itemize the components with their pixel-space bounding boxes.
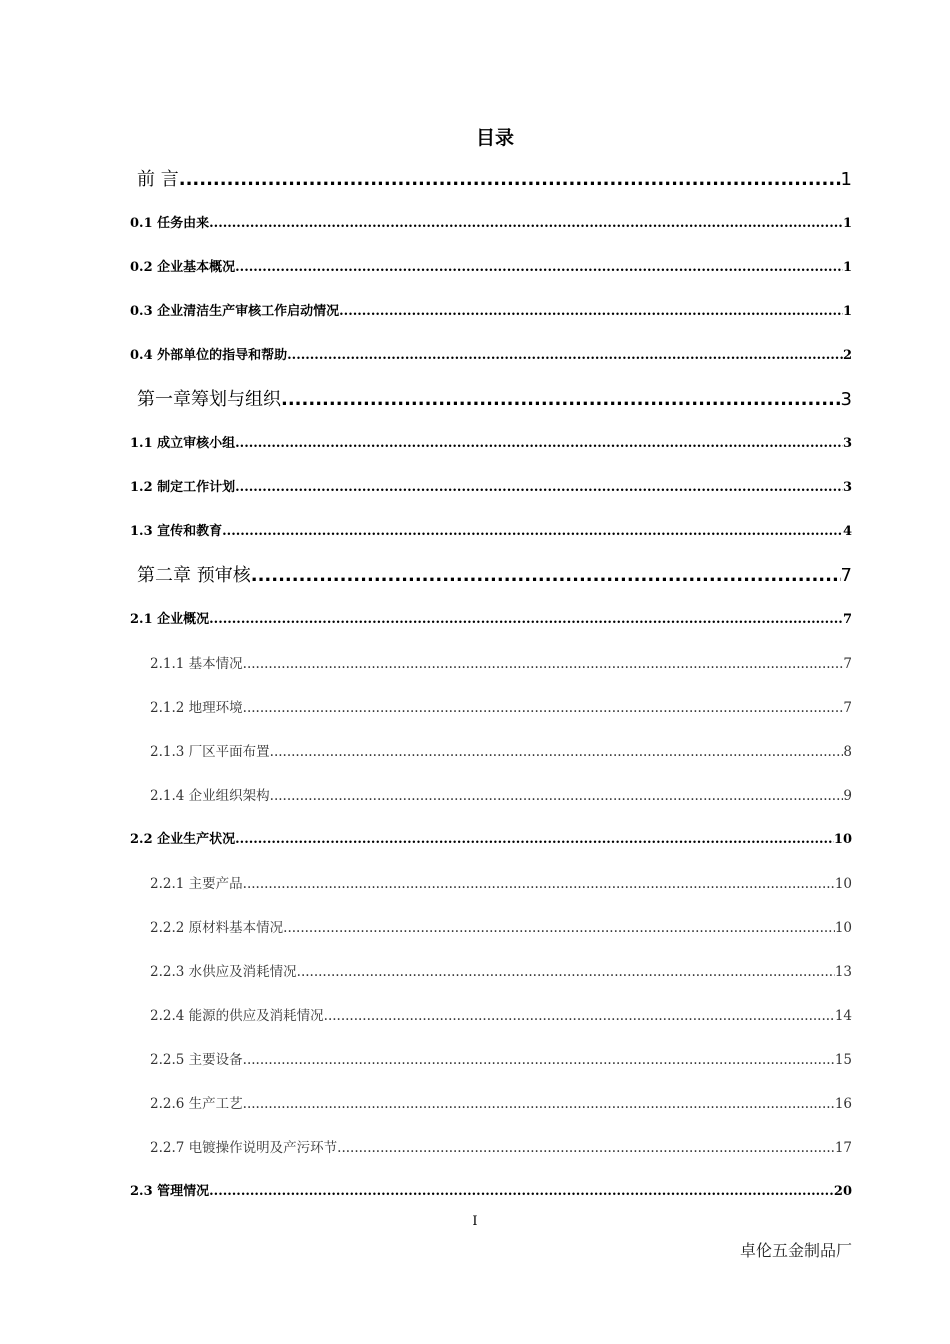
toc-dot-leader [235,818,834,862]
toc-dot-leader [235,422,843,466]
toc-entry[interactable] [130,202,852,246]
toc-dot-leader [297,950,835,994]
toc-entry-label: 2.1.1 基本情况 [150,656,243,672]
toc-entry-page-number: 17 [834,1140,852,1156]
toc-dot-leader [251,554,841,598]
toc-entry-page-number: 3 [842,480,852,495]
toc-entry-label: 2.1.4 企业组织架构 [150,788,270,804]
toc-entry[interactable] [130,1126,852,1170]
toc-dot-leader [243,686,844,730]
toc-entry-page-number: 10 [834,920,852,936]
toc-entry-label: 2.3 管理情况 [130,1184,210,1199]
toc-entry-label: 2.1 企业概况 [130,612,210,627]
toc-entry-label: 2.2.5 主要设备 [150,1052,243,1068]
company-name: 卓伦五金制品厂 [739,1241,852,1260]
toc-entry-page-number: 1 [840,169,852,190]
toc-entry-label: 2.2.3 水供应及消耗情况 [150,964,297,980]
toc-entry[interactable] [130,1082,852,1126]
toc-entry-label: 2.2 企业生产状况 [130,832,236,847]
toc-dot-leader [270,730,844,774]
toc-entry-page-number: 7 [843,656,852,672]
toc-entry-label: 前 言 [137,169,179,190]
toc-entry[interactable] [130,466,852,510]
toc-dot-leader [209,1170,834,1214]
toc-entry-label: 0.2 企业基本概况 [130,260,236,275]
toc-entry-label: 0.4 外部单位的指导和帮助 [130,348,288,363]
toc-entry-label: 0.1 任务由来 [130,216,210,231]
toc-entry-label: 2.2.6 生产工艺 [150,1096,243,1112]
toc-entry-label: 2.2.1 主要产品 [150,876,243,892]
toc-entry[interactable] [130,862,852,906]
toc-entry[interactable] [130,334,852,378]
toc-entry[interactable] [130,906,852,950]
toc-entry[interactable] [130,378,852,422]
toc-dot-leader [281,378,841,422]
toc-entry-label: 第一章筹划与组织 [137,389,281,410]
toc-entry-page-number: 10 [833,832,852,847]
toc-entry-page-number: 7 [843,700,852,716]
toc-entry-label: 2.1.2 地理环境 [150,700,243,716]
toc-dot-leader [243,1038,835,1082]
toc-entry[interactable] [130,994,852,1038]
page-number: I [472,1214,478,1229]
toc-dot-leader [324,994,835,1038]
toc-dot-leader [243,862,835,906]
toc-entry-page-number: 1 [842,260,852,275]
toc-entry[interactable] [130,818,852,862]
toc-entry-label: 0.3 企业清洁生产审核工作启动情况 [130,304,340,319]
toc-entry-label: 1.1 成立审核小组 [130,436,236,451]
toc-dot-leader [283,906,835,950]
toc-entry-page-number: 3 [840,389,852,410]
toc-entry-label: 2.2.2 原材料基本情况 [150,920,284,936]
toc-entry-page-number: 7 [842,612,852,627]
toc-entry-page-number: 3 [842,436,852,451]
toc-entry[interactable] [130,774,852,818]
toc-dot-leader [222,510,843,554]
toc-entry[interactable] [130,598,852,642]
toc-entry-page-number: 1 [842,216,852,231]
toc-entry-page-number: 16 [834,1096,852,1112]
toc-entry-label: 第二章 预审核 [137,565,251,586]
toc-entry-label: 2.2.4 能源的供应及消耗情况 [150,1008,324,1024]
toc-entry[interactable] [130,158,852,202]
toc-entry-page-number: 14 [834,1008,852,1024]
toc-entry-page-number: 4 [842,524,852,539]
toc-dot-leader [243,642,844,686]
toc-dot-leader [209,202,843,246]
toc-entry-page-number: 1 [842,304,852,319]
toc-dot-leader [270,774,844,818]
toc-entry[interactable] [130,950,852,994]
toc-dot-leader [337,1126,835,1170]
toc-dot-leader [287,334,843,378]
toc-entry[interactable] [130,554,852,598]
toc-entry-label: 1.2 制定工作计划 [130,480,236,495]
toc-entry[interactable] [130,1170,852,1214]
toc-entry[interactable] [130,246,852,290]
toc-entry-page-number: 20 [833,1184,852,1199]
toc-dot-leader [235,466,843,510]
toc-entry[interactable] [130,730,852,774]
table-of-contents [130,158,852,1214]
toc-entry-label: 1.3 宣传和教育 [130,524,223,539]
toc-entry-page-number: 7 [840,565,852,586]
toc-entry-page-number: 10 [834,876,852,892]
toc-entry-page-number: 13 [834,964,852,980]
toc-entry-page-number: 2 [842,348,852,363]
toc-dot-leader [339,290,843,334]
toc-entry[interactable] [130,1038,852,1082]
toc-dot-leader [179,158,841,202]
toc-entry[interactable] [130,642,852,686]
toc-entry-page-number: 8 [843,744,852,760]
toc-entry[interactable] [130,290,852,334]
toc-dot-leader [243,1082,835,1126]
toc-entry-label: 2.2.7 电镀操作说明及产污环节 [150,1140,338,1156]
toc-entry[interactable] [130,686,852,730]
toc-entry-page-number: 9 [843,788,852,804]
toc-dot-leader [235,246,843,290]
toc-entry[interactable] [130,422,852,466]
toc-entry-page-number: 15 [834,1052,852,1068]
toc-entry-label: 2.1.3 厂区平面布置 [150,744,270,760]
toc-dot-leader [209,598,843,642]
toc-title: 目录 [475,127,514,149]
toc-entry[interactable] [130,510,852,554]
